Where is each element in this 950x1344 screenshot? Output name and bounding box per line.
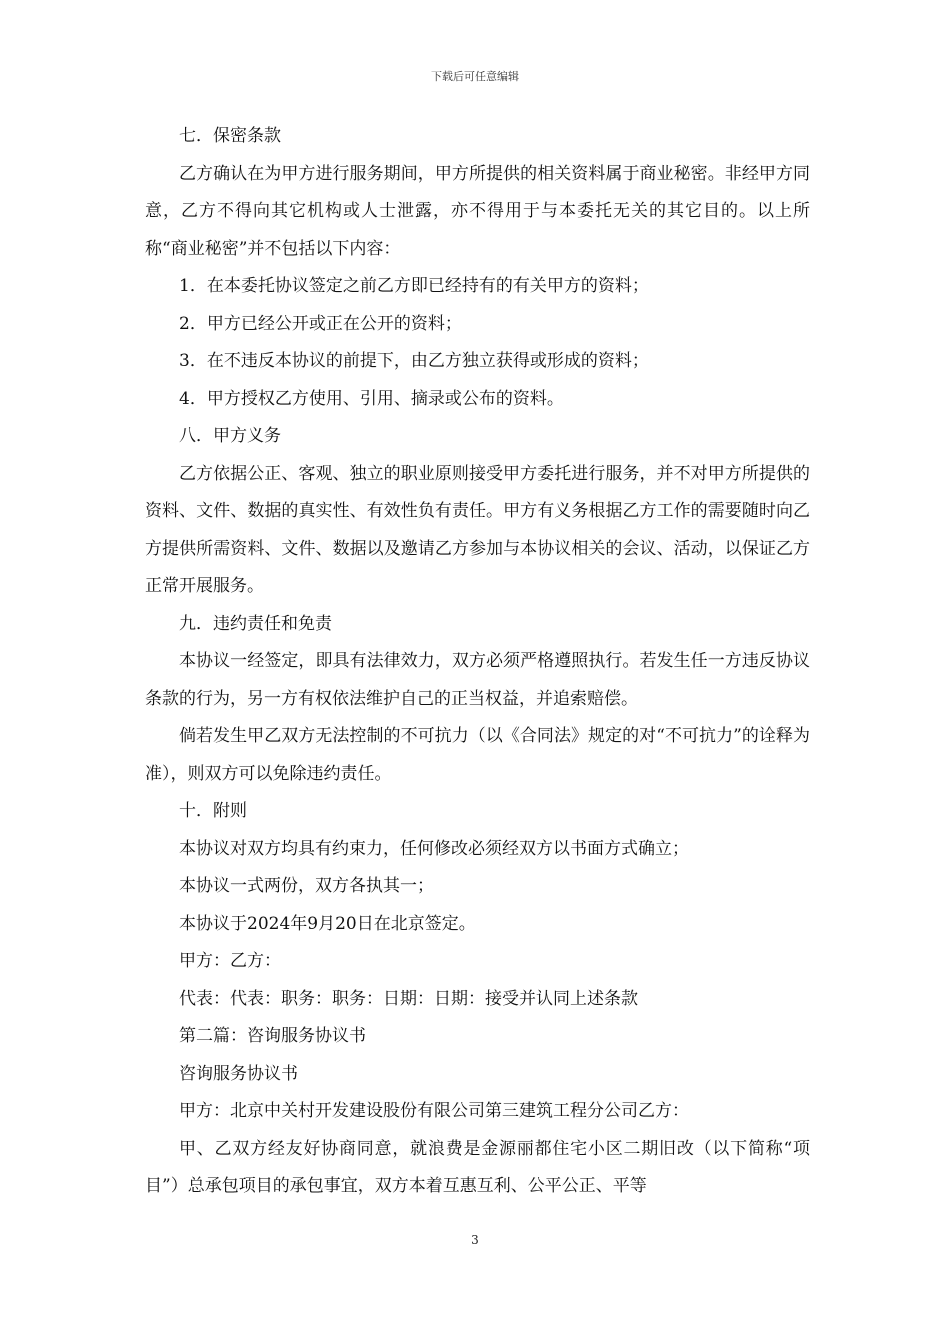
page-number: 3 [471, 1233, 479, 1247]
page-header-note: 下载后可任意编辑 [431, 70, 519, 83]
signature-fields: 代表：代表：职务：职务：日期：日期：接受并认同上述条款 [179, 988, 638, 1009]
paragraph-force-majeure: 倘若发生甲乙双方无法控制的不可抗力（以《合同法》规定的对“不可抗力”的诠释为准），则双方可以免除违约责任。 [145, 726, 810, 784]
section-heading-confidentiality: 七．保密条款 [179, 126, 281, 146]
paragraph-preamble: 甲、乙双方经友好协商同意，就浪费是金源丽都住宅小区二期旧改（以下简称“项目”）总承包项目的承包事宜，双方本着互惠互利、公平公正、平等 [145, 1138, 810, 1196]
list-item: 3．在不违反本协议的前提下，由乙方独立获得或形成的资料； [179, 351, 649, 371]
list-item: 1．在本委托协议签定之前乙方即已经持有的有关甲方的资料； [179, 276, 649, 296]
party-line: 甲方：北京中关村开发建设股份有限公司第三建筑工程分公司乙方： [179, 1101, 689, 1121]
paragraph-binding: 本协议对双方均具有约束力，任何修改必须经双方以书面方式确立； [179, 838, 689, 859]
section-heading-supplementary: 十．附则 [179, 801, 247, 821]
list-item: 4．甲方授权乙方使用、引用、摘录或公布的资料。 [179, 388, 564, 409]
paragraph-signing-date: 本协议于2024年9月20日在北京签定。 [179, 913, 476, 934]
document-title: 咨询服务协议书 [179, 1063, 298, 1084]
paragraph-copies: 本协议一式两份，双方各执其一； [179, 876, 434, 896]
paragraph-liability: 本协议一经签定，即具有法律效力，双方必须严格遵照执行。若发生任一方违反协议条款的行为，另一方有权依法维护自己的正当权益，并追索赔偿。 [145, 651, 810, 709]
section-heading-liability: 九．违约责任和免责 [179, 613, 332, 634]
paragraph-confidentiality: 乙方确认在为甲方进行服务期间，甲方所提供的相关资料属于商业秘密。非经甲方同意，乙方不得向其它机构或人士泄露，亦不得用于与本委托无关的其它目的。以上所称“商业秘密”并不包括以下内容： [145, 163, 810, 259]
signature-parties: 甲方：乙方： [179, 951, 281, 971]
document-body [145, 118, 810, 1206]
chapter-heading: 第二篇：咨询服务协议书 [179, 1026, 366, 1046]
section-heading-party-a-obligations: 八．甲方义务 [179, 426, 281, 446]
paragraph-party-a-obligations: 乙方依据公正、客观、独立的职业原则接受甲方委托进行服务，并不对甲方所提供的资料、文件、数据的真实性、有效性负有责任。甲方有义务根据乙方工作的需要随时向乙方提供所需资料、文件、数据以及邀请乙方参加与本协议相关的会议、活动，以保证乙方正常开展服务。 [145, 463, 810, 596]
list-item: 2．甲方已经公开或正在公开的资料； [179, 313, 462, 334]
